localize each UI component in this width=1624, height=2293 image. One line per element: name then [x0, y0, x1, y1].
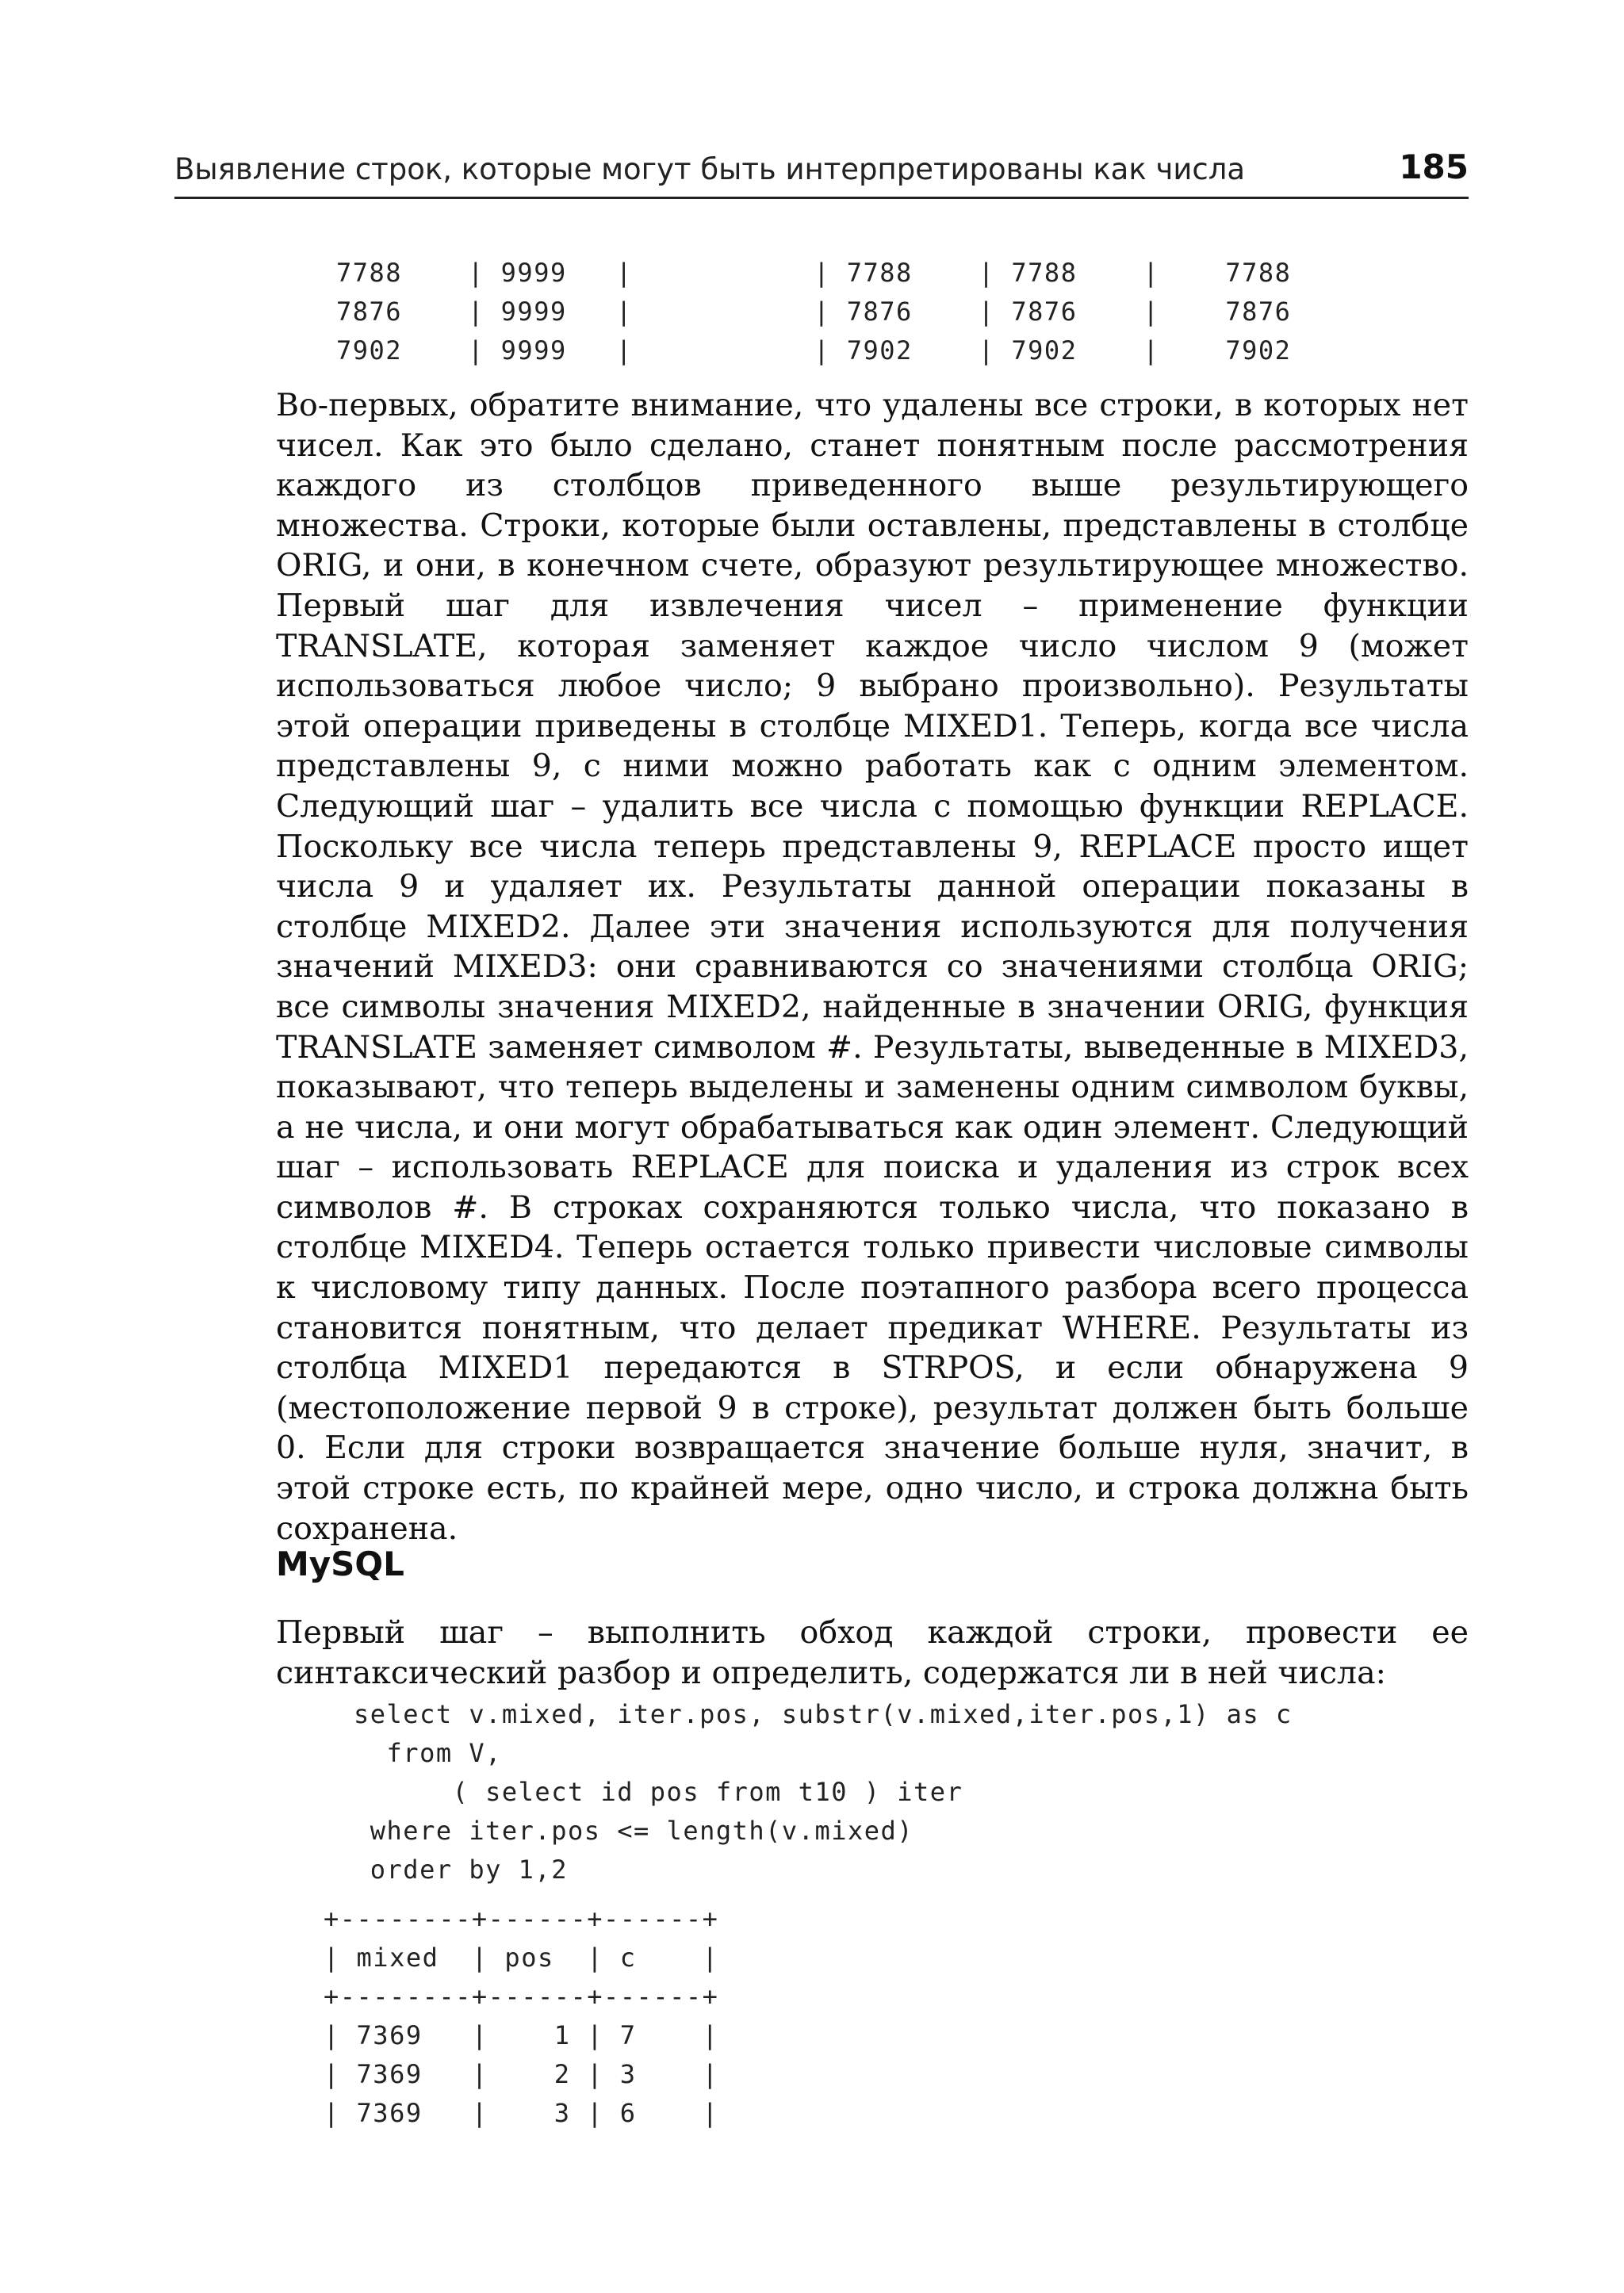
code-listing-output: 7788 | 9999 | | 7788 | 7788 | 7788 7876 | 9999 | | 7876 | 7876 | 7876 7902 | 9999 | | 7902 | 7902 | 7902 — [336, 258, 1292, 366]
running-head — [174, 146, 1469, 199]
body-paragraph: Во-первых, обратите внимание, что удалены все строки, в которых нет чисел. Как это было сделано, станет понятным после рассмотрения каждого из столбцов приведенного выше результирующего множества. Строки, которые были оставлены, представлены в столбце ORIG, и они, в конечном счете, образуют результирующее множество. Первый шаг для извлечения чисел – применение функции TRANSLATE, которая заменяет каждое число числом 9 (может использоваться любое число; 9 выбрано произвольно). Результаты этой операции приведены в столбце MIXED1. Теперь, когда все числа представлены 9, с ними можно работать как с одним элементом. Следующий шаг – удалить все числа с помощью функции REPLACE. Поскольку все числа теперь представлены 9, REPLACE просто ищет числа 9 и удаляет их. Результаты данной операции показаны в столбце MIXED2. Далее эти значения используются для получения значений MIXED3: они сравниваются со значениями столбца ORIG; все символы значения MIXED2, найденные в значении ORIG, функция TRANSLATE заменяет символом #. Результаты, выведенные в MIXED3, показывают, что теперь выделены и заменены одним символом буквы, а не числа, и они могут обрабатываться как один элемент. Следующий шаг – использовать REPLACE для поиска и удаления из строк всех символов #. В строках сохраняются только числа, что показано в столбце MIXED4. Теперь остается только привести числовые символы к числовому типу данных. После поэтапного разбора всего процесса становится понятным, что делает предикат WHERE. Результаты из столбца MIXED1 передаются в STRPOS, и если обнаружена 9 (местоположение первой 9 в строке), результат должен быть больше 0. Если для строки возвращается значение больше нуля, значит, в этой строке есть, по крайней мере, одно число, и строка должна быть сохранена. — [276, 387, 1469, 1547]
page-number: 185 — [1399, 147, 1469, 186]
body-paragraph: Первый шаг – выполнить обход каждой строки, провести ее синтаксический разбор и определить, содержатся ли в ней числа: — [276, 1614, 1469, 1691]
code-listing-result: +--------+------+------+ | mixed | pos | c | +--------+------+------+ | 7369 | 1 | 7 | | 7369 | 2 | 3 | | 7369 | 3 | 6 | — [324, 1904, 719, 2128]
code-listing-query: select v.mixed, iter.pos, substr(v.mixed,iter.pos,1) as c from V, ( select id pos from t10 ) iter where iter.pos <= length(v.mixed) order by 1,2 — [354, 1699, 1293, 1885]
section-heading: MySQL — [276, 1545, 404, 1583]
running-title: Выявление строк, которые могут быть интерпретированы как числа — [174, 152, 1246, 186]
